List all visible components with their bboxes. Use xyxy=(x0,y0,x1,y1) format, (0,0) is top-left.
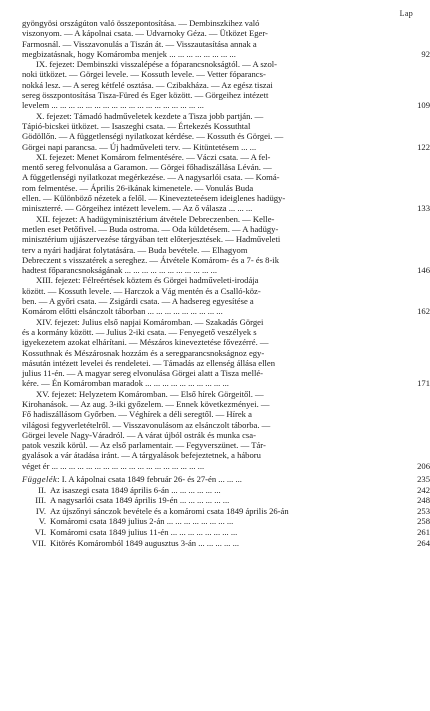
appendix-roman: IV. xyxy=(35,505,46,516)
page-number: 264 xyxy=(417,537,430,548)
toc-line xyxy=(22,121,388,131)
toc-line-text: XII. fejezet: A hadügyminisztérium átvétele Debreczenben. — Kelle- xyxy=(36,213,275,224)
toc-line-text: miniszterré. — Görgeihez intézett levelem. — Az ő válasza ... ... ... xyxy=(22,203,253,214)
toc-line xyxy=(22,296,388,306)
page-number: 92 xyxy=(421,48,430,59)
appendix-label: Függelék xyxy=(22,474,58,485)
toc-line xyxy=(22,450,388,460)
toc-line-text: julius 11-én. — A magyar sereg elvonulása Görgei alatt a Tisza mellé- xyxy=(22,368,264,379)
page-column-header: Lap xyxy=(399,9,413,18)
toc-line-text: IX. fejezet: Dembinszki visszalépése a fóparancsnokságtól. — A szol- xyxy=(36,59,278,70)
toc-line xyxy=(22,203,430,214)
toc-line xyxy=(22,440,388,450)
toc-line-text: igyekezetem azokat elhárítani. — Mészáros kineveztetése fővezérré. — xyxy=(22,337,269,348)
toc-line xyxy=(22,275,388,285)
toc-line-text: XIII. fejezet: Félreértések köztem és Görgei hadműveleti-irodája xyxy=(36,275,259,286)
toc-line xyxy=(22,80,388,90)
page-number: 258 xyxy=(417,516,430,527)
toc-line xyxy=(22,214,388,224)
appendix-item xyxy=(22,537,430,549)
toc-line-text: Debreczent s visszatérek a sereghez. — Átvétele Komárom- és a 7- és 8-ik xyxy=(22,254,279,265)
toc-line-text: viszonyom. — A kápolnai csata. — Udvarnoky Géza. — Ütközet Eger- xyxy=(22,28,268,39)
toc-line xyxy=(22,286,388,296)
toc-line xyxy=(22,389,388,399)
appendix-roman: I. xyxy=(61,474,67,485)
toc-line xyxy=(22,306,430,317)
toc-line xyxy=(22,327,388,337)
toc-line xyxy=(22,399,388,409)
page-number: 261 xyxy=(417,527,430,538)
appendix-text: Az újszőnyi sánczok bevétele és a komáromi csata 1849 április 26-án xyxy=(50,505,289,516)
page-number: 146 xyxy=(417,265,430,276)
toc-line-text: megbizatásnak, hogy Komáromba menjek ... ... ... ... ... ... ... ... xyxy=(22,48,236,59)
toc-line-text: másután intézett levelei és rendeletei. — Támadás az ellenség állása ellen xyxy=(22,357,276,368)
toc-line-text: véget ér ... ... ... ... ... ... ... ... ... ... ... ... ... ... ... ... ... ... xyxy=(22,460,205,471)
appendix-item: Függelék: I. A kápolnai csata 1849 február 26- és 27-én ... ... ... 235 xyxy=(22,474,430,485)
toc-line xyxy=(22,430,388,440)
toc-line-text: világosi fegyverletételről. — Visszavonulásom az elsánczolt táborba. — xyxy=(22,419,271,430)
toc-line xyxy=(22,39,388,49)
toc-line-text: Görgei levele Nagy-Váradról. — A várat újból ostrák és munka csa- xyxy=(22,429,256,440)
toc-line xyxy=(22,141,430,152)
toc-line-text: Kirohanások. — Az aug. 3-iki győzelem. — Ennek következményei. — xyxy=(22,398,270,409)
appendix-text: Az isaszegi csata 1849 április 6-án ... ... ... ... ... ... xyxy=(50,484,221,495)
toc-line-text: között. — Kossuth levele. — Harczok a Vág mentén és a Csalló-köz- xyxy=(22,285,261,296)
toc-line-text: Tápió-bicskei ütközet. — Isaszeghi csata. — Értekezés Kossuthtal xyxy=(22,120,251,131)
toc-line-text: és a kormány között. — Julius 2-iki csata. — Fenyegető veszélyek s xyxy=(22,326,257,337)
appendix-text: A kápolnai csata 1849 február 26- és 27-én ... ... ... xyxy=(68,474,242,485)
page-number: 171 xyxy=(417,378,430,389)
toc-line-text: A függetlenségi nyilatkozat megérkezése. — A nagysarlói csata. — Komá- xyxy=(22,172,280,183)
page-number: 162 xyxy=(417,306,430,317)
toc-line-text: Görgei napi parancsa. — Új hadműveleti terv. — Kitüntetésem ... ... xyxy=(22,141,257,152)
toc-line xyxy=(22,48,430,59)
appendix-item xyxy=(22,516,430,527)
page-number: 253 xyxy=(417,505,430,516)
page-number: 242 xyxy=(417,484,430,495)
appendix-item xyxy=(22,484,430,496)
toc-line xyxy=(22,18,388,28)
appendix-text: A nagysarlói csata 1849 április 19-én ... ... ... ... ... ... xyxy=(50,495,230,506)
toc-line xyxy=(22,265,430,276)
toc-line xyxy=(22,348,388,358)
toc-line-text: gyöngyösi országúton való összepontosítása. — Dembinszkihez való xyxy=(22,18,260,28)
toc-line xyxy=(22,193,388,203)
toc-line xyxy=(22,224,388,234)
page-number: 109 xyxy=(417,100,430,111)
toc-line-text: Farmosnál. — Visszavonulás a Tiszán át. — Visszautasítása annak a xyxy=(22,38,257,49)
toc-line-text: levelem ... ... ... ... ... ... ... ... ... ... ... ... ... ... ... ... ... ... xyxy=(22,100,204,111)
toc-line-text: Fő hadiszállásom Győrben. — Véghírek a déli seregtől. — Hírek a xyxy=(22,409,252,420)
appendix-item xyxy=(22,495,430,506)
page-number: 133 xyxy=(417,203,430,214)
toc-line-text: sereg összpontosítása Tisza-Füred és Eger között. — Görgeihez intézett xyxy=(22,90,269,101)
toc-line-text: hadtest főparancsnokságának ... ... ... ... ... ... ... ... ... ... ... xyxy=(22,265,217,276)
page-number: 122 xyxy=(417,141,430,152)
toc-line-text: X. fejezet: Támadó hadműveletek kezdete a Tisza jobb partján. — xyxy=(36,110,264,121)
toc-line-text: Komárom előtti elsánczolt táborban ... ... ... ... ... ... ... ... ... xyxy=(22,306,223,317)
toc-line xyxy=(22,183,388,193)
toc-line xyxy=(22,162,388,172)
toc-line-text: nokká lesz. — A sereg kétfelé osztása. — Czibakháza. — Az egész tiszai xyxy=(22,79,273,90)
appendix-text: Komáromi csata 1849 julius 11-én ... ... ... ... ... ... ... ... xyxy=(50,527,238,538)
appendix-roman: VI. xyxy=(34,527,46,538)
appendix-roman: V. xyxy=(38,516,46,527)
page-number: 235 xyxy=(417,474,430,485)
toc-line xyxy=(22,90,388,100)
toc-line xyxy=(22,255,388,265)
toc-line-text: patok veszik körül. — Az első parlamentair. — Fegyverszünet. — Tár- xyxy=(22,440,266,451)
toc-line-text: gyalások a vár átadása iránt. — A tárgyalások befejeztetnek, a háboru xyxy=(22,450,261,461)
toc-line-text: metlen eset Petőfivel. — Buda ostroma. — Oda küldetésem. — A hadügy- xyxy=(22,223,279,234)
toc-line xyxy=(22,409,388,419)
toc-line xyxy=(22,420,388,430)
table-of-contents xyxy=(22,18,430,548)
appendix-roman: II. xyxy=(38,484,46,495)
toc-line xyxy=(22,100,430,111)
toc-line xyxy=(22,59,388,69)
appendix-text: Komáromi csata 1849 julius 2-án ... ... ... ... ... ... ... ... xyxy=(50,516,234,527)
toc-line-text: mentő sereg felvonulása a Garamon. — Görgei főhadiszállása Léván. — xyxy=(22,162,272,173)
toc-line-text: XV. fejezet: Helyzetem Komáromban. — Első hírek Görgeitől. — xyxy=(36,388,264,399)
toc-line-text: kére. — Én Komáromban maradok ... ... ... ... ... ... ... ... ... ... xyxy=(22,378,229,389)
toc-line xyxy=(22,368,388,378)
toc-line-text: XIV. fejezet: Julius első napjai Komáromban. — Szakadás Görgei xyxy=(36,316,264,327)
toc-line-text: rom felmentése. — Április 26-ikának kimenetele. — Vonulás Buda xyxy=(22,182,254,193)
toc-line xyxy=(22,152,388,162)
page-number: 206 xyxy=(417,460,430,471)
toc-line xyxy=(22,337,388,347)
toc-line xyxy=(22,131,388,141)
toc-line-text: noki ütközet. — Görgei levele. — Kossuth levele. — Vetter fóparancs- xyxy=(22,69,266,80)
toc-line xyxy=(22,111,388,121)
toc-line xyxy=(22,28,388,38)
appendix-item xyxy=(22,505,430,517)
appendix-item xyxy=(22,527,430,538)
toc-line xyxy=(22,234,388,244)
appendix-roman: VII. xyxy=(31,537,46,548)
page-number: 248 xyxy=(417,495,430,506)
appendix-roman: III. xyxy=(35,495,46,506)
toc-line-text: ellen. — Különböző nézetek a felől. — Kinevezteteésem ideiglenes hadügy- xyxy=(22,193,286,204)
toc-line-text: terv a nyári hadjárat folytatására. — Buda bevétele. — Elhagyom xyxy=(22,244,248,255)
toc-line-text: XI. fejezet: Menet Komárom felmentésére. — Váczi csata. — A fel- xyxy=(36,151,271,162)
toc-line xyxy=(22,317,388,327)
toc-line xyxy=(22,460,430,471)
toc-line xyxy=(22,69,388,79)
toc-line-text: minisztérium ujjászervezése tárgyában tett előterjesztések. — Hadműveleti xyxy=(22,234,281,245)
toc-line-text: Gödöllőn. — A függetlenségi nyilatkozat kérdése. — Kossuth és Görgei. — xyxy=(22,131,284,142)
toc-line xyxy=(22,358,388,368)
toc-line-text: Kossuthnak és Mészárosnak hozzám és a seregparancsnokságnoz egy- xyxy=(22,347,265,358)
toc-line xyxy=(22,172,388,182)
toc-line xyxy=(22,378,430,389)
toc-line xyxy=(22,245,388,255)
toc-line-text: ben. — A győri csata. — Zsigárdi csata. — A hadsereg egyesítése a xyxy=(22,296,254,307)
appendix-text: Kitörés Komáromból 1849 augusztus 3-án ... ... ... ... ... xyxy=(50,537,240,548)
